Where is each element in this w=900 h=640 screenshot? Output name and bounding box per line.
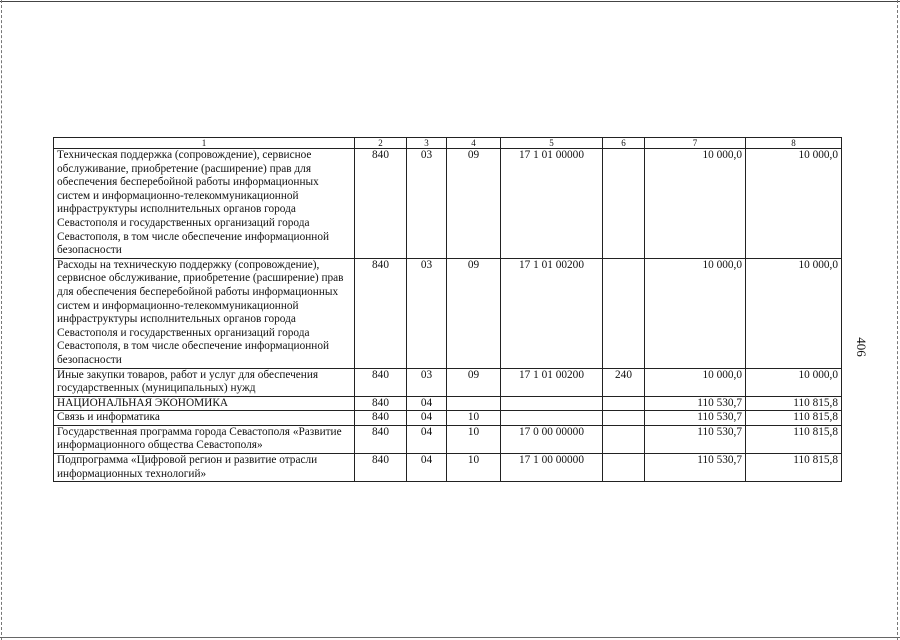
row-col-6 <box>603 411 645 426</box>
budget-table <box>53 137 842 482</box>
column-header-1: 1 <box>54 138 355 149</box>
row-name: Государственная программа города Севастополя «Развитие информационного общества Севастополя» <box>54 425 355 453</box>
row-col-3: 03 <box>407 368 447 396</box>
row-col-8: 10 000,0 <box>746 368 842 396</box>
table-row <box>54 149 842 259</box>
table-header-row <box>54 138 842 149</box>
row-col-4: 10 <box>447 454 501 482</box>
row-name: Связь и информатика <box>54 411 355 426</box>
row-col-5 <box>501 396 603 411</box>
row-col-4: 09 <box>447 258 501 368</box>
row-col-7: 10 000,0 <box>645 149 746 259</box>
page-top-border <box>0 1 900 2</box>
row-name: Техническая поддержка (сопровождение), сервисное обслуживание, приобретение (расширение) прав для обеспечения бесперебойной работы информационных систем и информационно-телекоммуникационной инфраструктуры исполнительных органов города Севастополя и государственных организаций города Севастополя, в том числе обеспечение информационной безопасности <box>54 149 355 259</box>
table-row <box>54 425 842 453</box>
row-col-2: 840 <box>355 368 407 396</box>
row-col-7: 110 530,7 <box>645 396 746 411</box>
row-col-2: 840 <box>355 425 407 453</box>
table-row <box>54 454 842 482</box>
row-name: Подпрограмма «Цифровой регион и развитие отрасли информационных технологий» <box>54 454 355 482</box>
row-col-6 <box>603 454 645 482</box>
row-col-8: 110 815,8 <box>746 411 842 426</box>
table-row <box>54 258 842 368</box>
row-col-8: 10 000,0 <box>746 149 842 259</box>
column-header-5: 5 <box>501 138 603 149</box>
row-col-5: 17 0 00 00000 <box>501 425 603 453</box>
page-bottom-border <box>0 637 900 638</box>
column-header-4: 4 <box>447 138 501 149</box>
row-col-8: 110 815,8 <box>746 454 842 482</box>
row-col-6 <box>603 258 645 368</box>
row-name: Расходы на техническую поддержку (сопровождение), сервисное обслуживание, приобретение (расширение) прав для обеспечения бесперебойной работы информационных систем и информационно-телекоммуникационной инфраструктуры исполнительных органов города Севастополя и государственных организаций города Севастополя, в том числе обеспечение информационной безопасности <box>54 258 355 368</box>
row-col-3: 04 <box>407 396 447 411</box>
row-col-7: 110 530,7 <box>645 425 746 453</box>
page-left-border <box>1 0 2 640</box>
page-right-border <box>897 0 898 640</box>
row-col-8: 10 000,0 <box>746 258 842 368</box>
row-col-2: 840 <box>355 411 407 426</box>
row-col-6 <box>603 396 645 411</box>
row-col-8: 110 815,8 <box>746 396 842 411</box>
row-name: НАЦИОНАЛЬНАЯ ЭКОНОМИКА <box>54 396 355 411</box>
row-col-6 <box>603 425 645 453</box>
row-col-2: 840 <box>355 396 407 411</box>
row-col-5: 17 1 01 00000 <box>501 149 603 259</box>
row-col-4: 09 <box>447 368 501 396</box>
row-col-2: 840 <box>355 454 407 482</box>
row-col-7: 110 530,7 <box>645 454 746 482</box>
row-col-3: 04 <box>407 454 447 482</box>
column-header-3: 3 <box>407 138 447 149</box>
row-col-5: 17 1 01 00200 <box>501 368 603 396</box>
row-col-2: 840 <box>355 258 407 368</box>
row-col-5: 17 1 00 00000 <box>501 454 603 482</box>
row-col-7: 10 000,0 <box>645 368 746 396</box>
column-header-2: 2 <box>355 138 407 149</box>
row-col-7: 110 530,7 <box>645 411 746 426</box>
row-col-3: 04 <box>407 425 447 453</box>
row-col-4: 10 <box>447 425 501 453</box>
row-col-3: 03 <box>407 258 447 368</box>
row-col-8: 110 815,8 <box>746 425 842 453</box>
row-col-3: 04 <box>407 411 447 426</box>
column-header-8: 8 <box>746 138 842 149</box>
page-number: 406 <box>854 337 869 357</box>
table-row <box>54 368 842 396</box>
table-row <box>54 396 842 411</box>
row-col-5 <box>501 411 603 426</box>
row-col-2: 840 <box>355 149 407 259</box>
row-col-6: 240 <box>603 368 645 396</box>
row-col-4: 10 <box>447 411 501 426</box>
row-col-7: 10 000,0 <box>645 258 746 368</box>
row-col-5: 17 1 01 00200 <box>501 258 603 368</box>
row-col-4: 09 <box>447 149 501 259</box>
table-row <box>54 411 842 426</box>
row-col-4 <box>447 396 501 411</box>
row-col-3: 03 <box>407 149 447 259</box>
column-header-7: 7 <box>645 138 746 149</box>
column-header-6: 6 <box>603 138 645 149</box>
row-col-6 <box>603 149 645 259</box>
row-name: Иные закупки товаров, работ и услуг для обеспечения государственных (муниципальных) нужд <box>54 368 355 396</box>
